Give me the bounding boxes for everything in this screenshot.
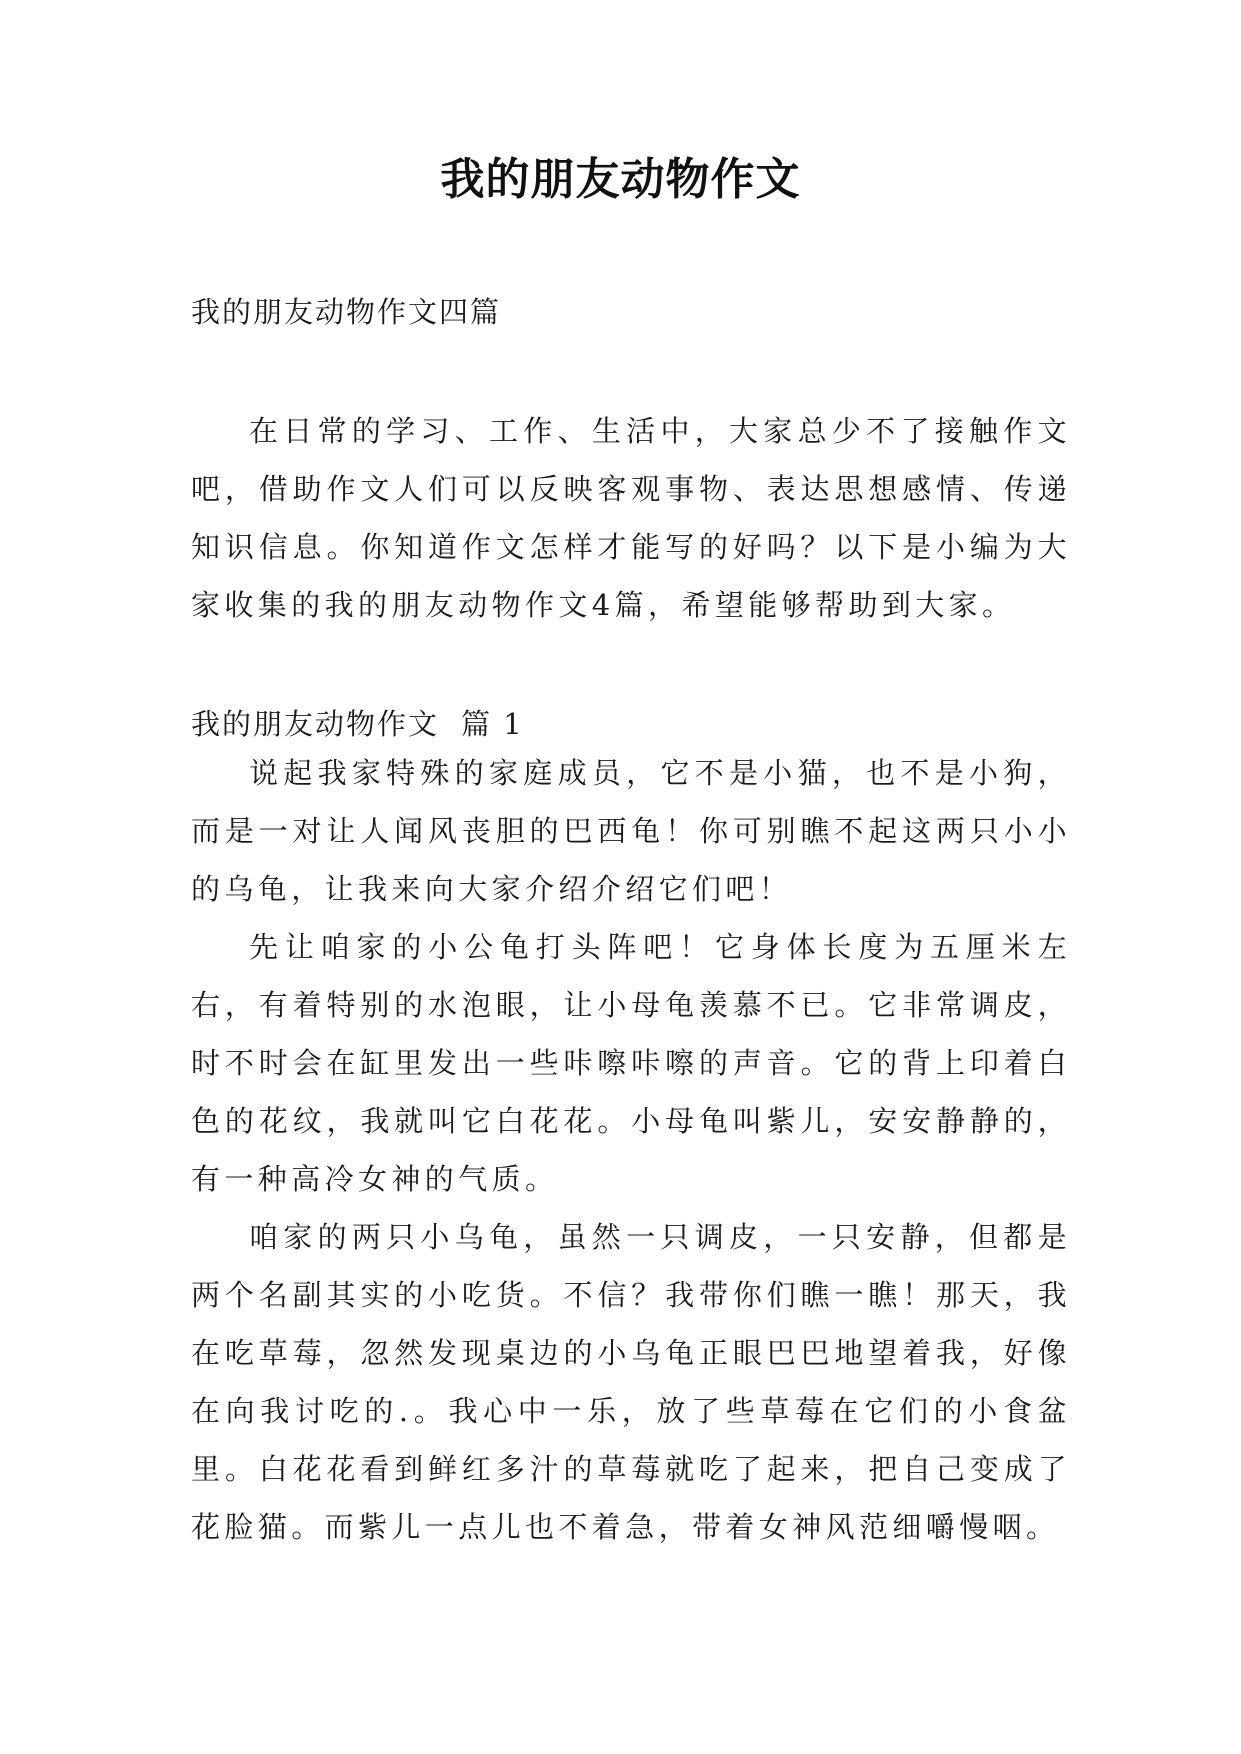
document-title: 我的朋友动物作文	[440, 154, 801, 205]
section-number: 篇 1	[461, 707, 524, 741]
body-paragraph: 说起我家特殊的家庭成员，它不是小猫，也不是小狗，而是一对让人闻风丧胆的巴西龟！你可别瞧不起这两只小小的乌龟，让我来向大家介绍介绍它们吧！	[191, 756, 1071, 906]
body-paragraph: 咱家的两只小乌龟，虽然一只调皮，一只安静，但都是两个名副其实的小吃货。不信？我带你们瞧一瞧！那天，我在吃草莓，忽然发现桌边的小乌龟正眼巴巴地望着我，好像在向我讨吃的.。我心中一乐，放了些草莓在它们的小食盆里。白花花看到鲜红多汁的草莓就吃了起来，把自己变成了花脸猫。而紫儿一点儿也不着急，带着女神风范细嚼慢咽。	[191, 1220, 1071, 1544]
section-heading-text: 我的朋友动物作文	[191, 707, 440, 741]
document-subtitle: 我的朋友动物作文四篇	[191, 295, 502, 329]
body-paragraph: 先让咱家的小公龟打头阵吧！它身体长度为五厘米左右，有着特别的水泡眼，让小母龟羡慕不已。它非常调皮，时不时会在缸里发出一些咔嚓咔嚓的声音。它的背上印着白色的花纹，我就叫它白花花。小母龟叫紫儿，安安静静的，有一种高冷女神的气质。	[191, 930, 1071, 1196]
intro-paragraph: 在日常的学习、工作、生活中，大家总少不了接触作文吧，借助作文人们可以反映客观事物、表达思想感情、传递知识信息。你知道作文怎样才能写的好吗？以下是小编为大家收集的我的朋友动物作文4篇，希望能够帮助到大家。	[191, 414, 1071, 622]
section-heading	[191, 704, 524, 744]
